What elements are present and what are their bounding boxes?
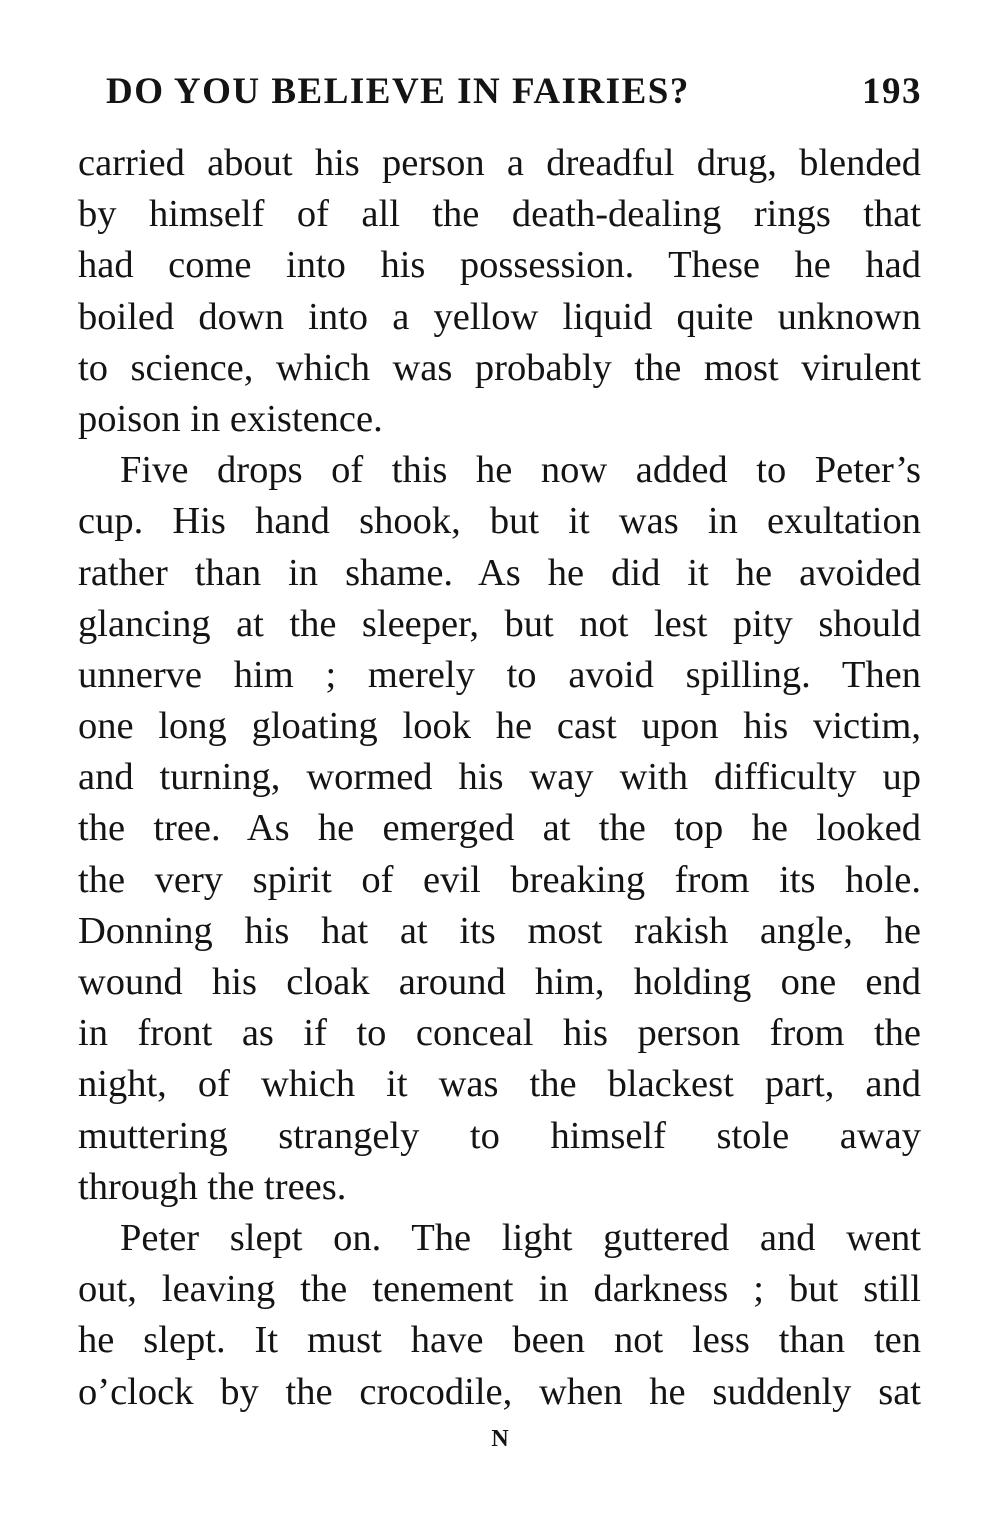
text-line: muttering strangely to himself stole away	[78, 1114, 921, 1157]
text-line: through the trees.	[78, 1165, 347, 1208]
text-line: Donning his hat at its most rakish angle, he	[78, 909, 921, 952]
text-line: out, leaving the tenement in darkness ; but still	[78, 1268, 921, 1311]
text-line: poison in existence.	[78, 397, 383, 440]
body-text	[78, 138, 921, 1418]
text-line: wound his cloak around him, holding one end	[78, 961, 921, 1003]
text-line: one long gloating look he cast upon his victim,	[78, 705, 921, 748]
text-line: the tree. As he emerged at the top he looked	[78, 807, 921, 850]
paragraph-1	[78, 138, 921, 445]
page-number: 193	[862, 71, 922, 112]
text-line: to science, which was probably the most virulent	[78, 346, 921, 389]
text-line: Five drops of this he now added to Peter’s	[120, 449, 921, 492]
text-line: rather than in shame. As he did it he avoided	[78, 551, 921, 594]
text-line: and turning, wormed his way with difficulty up	[78, 756, 921, 799]
text-line: Peter slept on. The light guttered and went	[120, 1216, 921, 1259]
text-line: cup. His hand shook, but it was in exultation	[78, 500, 921, 543]
text-line: night, of which it was the blackest part, and	[78, 1063, 921, 1106]
signature-mark: N	[491, 1426, 509, 1452]
text-line: had come into his possession. These he had	[78, 244, 921, 287]
text-line: glancing at the sleeper, but not lest pity should	[78, 602, 921, 645]
text-line: he slept. It must have been not less than ten	[78, 1319, 921, 1362]
paragraph-3	[78, 1213, 921, 1418]
text-line: carried about his person a dreadful drug, blended	[78, 142, 921, 184]
running-head-title: DO YOU BELIEVE IN FAIRIES?	[106, 71, 690, 112]
text-line: the very spirit of evil breaking from its hole.	[78, 858, 921, 901]
paragraph-2	[78, 445, 921, 1213]
text-line: boiled down into a yellow liquid quite unknown	[78, 295, 921, 338]
text-line: unnerve him ; merely to avoid spilling. Then	[78, 653, 921, 696]
text-line: o’clock by the crocodile, when he suddenly sat	[78, 1370, 921, 1413]
text-line: in front as if to conceal his person from the	[78, 1012, 921, 1055]
text-line: by himself of all the death-dealing rings that	[78, 193, 921, 236]
running-head	[106, 70, 922, 114]
